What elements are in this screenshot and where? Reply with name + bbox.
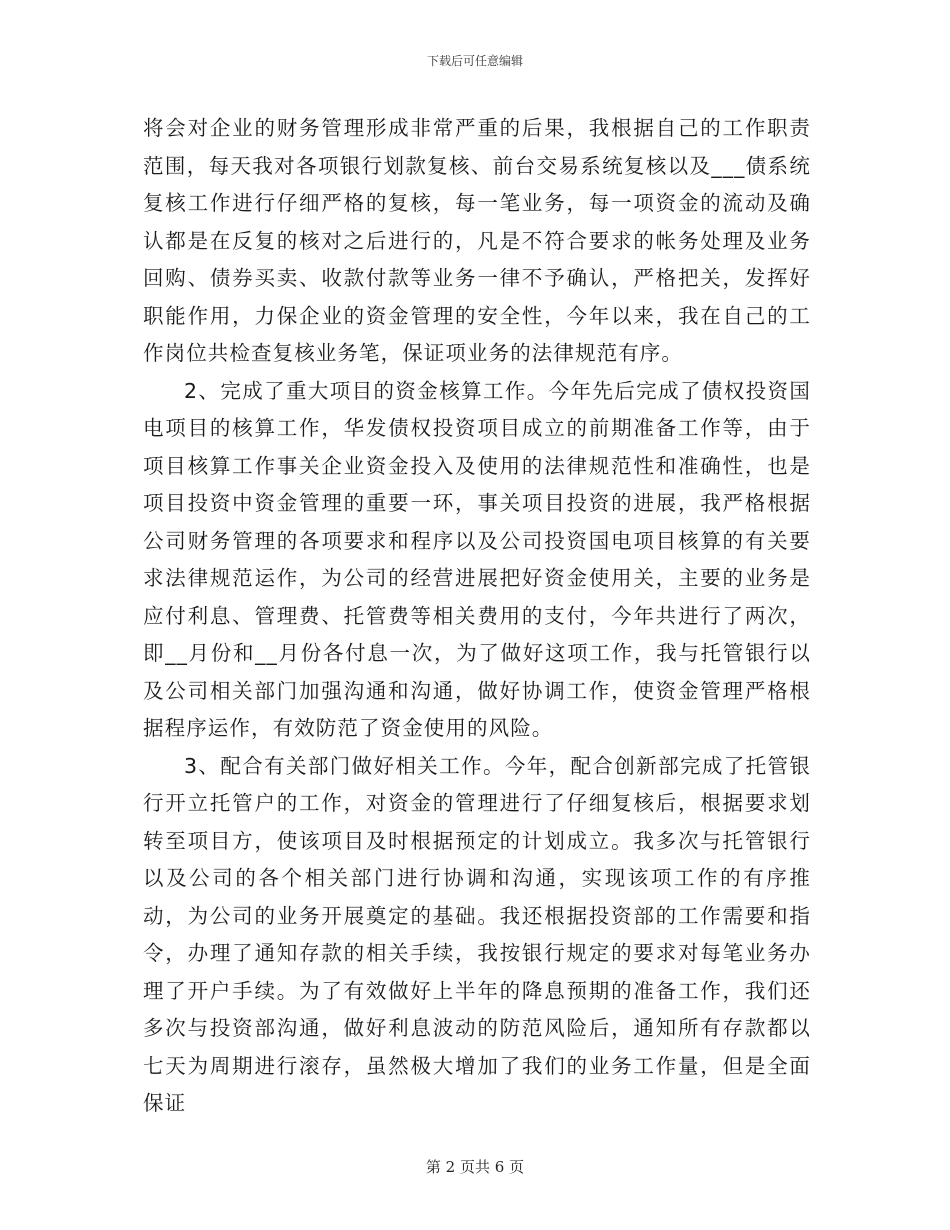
paragraph-item-3: 3、配合有关部门做好相关工作。今年，配合创新部完成了托管银行开立托管户的工作，对资金的管理进行了仔细复核后，根据要求划转至项目方，使该项目及时根据预定的计划成立。我多次与托管银行以及公司的各个相关部门进行协调和沟通，实现该项工作的有序推动，为公司的业务开展奠定的基础。我还根据投资部的工作需要和指令，办理了通知存款的相关手续，我按银行规定的要求对每笔业务办理了开户手续。为了有效做好上半年的降息预期的准备工作，我们还多次与投资部沟通，做好利息波动的防范风险后，通知所有存款都以七天为周期进行滚存，虽然极大增加了我们的业务工作量，但是全面保证 bbox=[143, 753, 811, 1115]
document-body bbox=[143, 110, 811, 1123]
page-footer: 第 2 页共 6 页 bbox=[425, 1158, 525, 1176]
paragraph-continuation: 将会对企业的财务管理形成非常严重的后果，我根据自己的工作职责范围，每天我对各项银行划款复核、前台交易系统复核以及___债系统复核工作进行仔细严格的复核，每一笔业务，每一项资金的流动及确认都是在反复的核对之后进行的，凡是不符合要求的帐务处理及业务回购、债券买卖、收款付款等业务一律不予确认，严格把关，发挥好职能作用，力保企业的资金管理的安全性，今年以来，我在自己的工作岗位共检查复核业务笔，保证项业务的法律规范有序。 bbox=[143, 116, 811, 365]
page-header: 下载后可任意编辑 bbox=[426, 54, 523, 68]
paragraph-item-2: 2、完成了重大项目的资金核算工作。今年先后完成了债权投资国电项目的核算工作，华发债权投资项目成立的前期准备工作等，由于项目核算工作事关企业资金投入及使用的法律规范性和准确性，也是项目投资中资金管理的重要一环，事关项目投资的进展，我严格根据公司财务管理的各项要求和程序以及公司投资国电项目核算的有关要求法律规范运作，为公司的经营进展把好资金使用关，主要的业务是应付利息、管理费、托管费等相关费用的支付，今年共进行了两次，即__月份和__月份各付息一次，为了做好这项工作，我与托管银行以及公司相关部门加强沟通和沟通，做好协调工作，使资金管理严格根据程序运作，有效防范了资金使用的风险。 bbox=[143, 378, 811, 740]
